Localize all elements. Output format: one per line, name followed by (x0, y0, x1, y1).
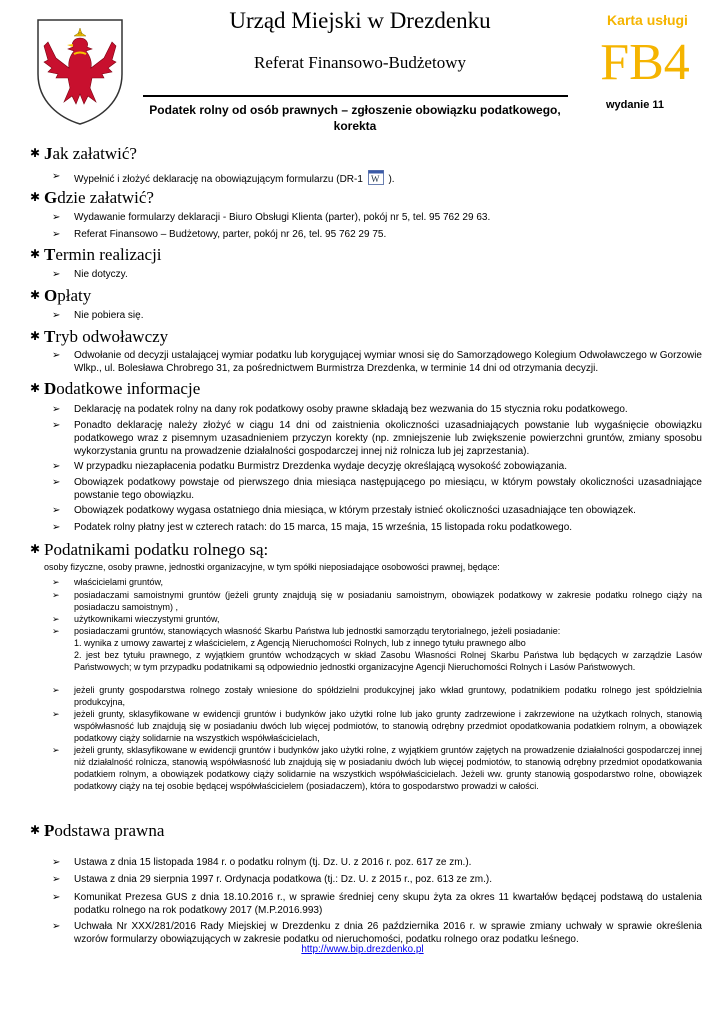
section-heading-oplaty: ✱ Opłaty (30, 286, 92, 305)
arrow-bullet-icon: ➢ (52, 522, 61, 533)
list-item: ➢ Deklarację na podatek rolny na dany rok podatkowy osoby prawne składają bez wezwania do 15 stycznia roku podatkowego. (52, 404, 628, 415)
list-item: ➢ jeżeli grunty, sklasyfikowane w ewidencji gruntów i budynków jako użytki rolne lub jako grunty zadrzewione i zakrzewione na użytkach rolnych, stanowią współwłasność lub znajdują się w posiadaniu dwóch lub więcej podmiotów, to stanowią odrębny przedmiot opodatkowania podatkiem rolnym, a obowiązek podatkowy ciąży solidarnie na wszystkich współwłaścicielach, (52, 709, 702, 743)
asterisk-icon: ✱ (30, 247, 41, 261)
list-item: ➢ Nie pobiera się. (52, 310, 144, 321)
arrow-bullet-icon: ➢ (52, 921, 61, 932)
section-heading-jak: ✱ Jak załatwić? (30, 144, 137, 163)
list-item: ➢ Podatek rolny płatny jest w czterech ratach: do 15 marca, 15 maja, 15 września, 15 listopada roku podatkowego. (52, 522, 573, 533)
arrow-bullet-icon: ➢ (52, 212, 61, 223)
list-item: ➢ Wypełnić i złożyć deklarację na obowiązującym formularzu (DR-1 W ). (52, 171, 395, 185)
edition-label: wydanie 11 (605, 99, 665, 111)
arrow-bullet-icon: ➢ (52, 685, 60, 695)
list-item: ➢ Komunikat Prezesa GUS z dnia 18.10.2016 r., w sprawie średniej ceny skupu żyta za okres 11 kwartałów będącej podstawą do ustalenia podatku rolnego na rok podatkowy 2017 (M.P.2016.993) (52, 892, 702, 916)
arrow-bullet-icon: ➢ (52, 269, 61, 280)
list-item: ➢ W przypadku niezapłacenia podatku Burmistrz Drezdenka wydaje decyzję określającą wysokość zobowiązania. (52, 461, 568, 472)
arrow-bullet-icon: ➢ (52, 229, 61, 240)
asterisk-icon: ✱ (30, 288, 41, 302)
section-lead-text: osoby fizyczne, osoby prawne, jednostki organizacyjne, w tym spółki nieposiadające osobowości prawnej, będące: (44, 562, 500, 572)
list-item: ➢ posiadaczami samoistnymi gruntów (jeżeli grunty znajdują się w posiadaniu samoistnym, obowiązek podatkowy w zakresie podatku rolnego ciąży na posiadaczu samoistnym) , (52, 590, 702, 612)
section-heading-podatnikami: ✱ Podatnikami podatku rolnego są: (30, 540, 269, 559)
list-item: ➢ Nie dotyczy. (52, 269, 128, 280)
arrow-bullet-icon: ➢ (52, 171, 61, 182)
list-item: ➢ Ponadto deklarację należy złożyć w ciągu 14 dni od zaistnienia okoliczności uzasadniających powstanie lub wygaśnięcie obowiązku podatkowego wraz z pisemnym uzasadnieniem przyczyn korekty (np. zmniejszenie lub zwiększenie powierzchni gruntów, zmiany sposobu wykorzystania gruntu na prowadzenie działalności gospodarczej innej niż rolnicza lub jej zaprzestania). (52, 420, 702, 457)
list-item: ➢ Ustawa z dnia 15 listopada 1984 r. o podatku rolnym (tj. Dz. U. z 2016 r. poz. 617 ze zm.). (52, 857, 472, 868)
asterisk-icon: ✱ (30, 329, 41, 343)
card-code: FB4 (600, 34, 690, 91)
arrow-bullet-icon: ➢ (52, 892, 61, 903)
arrow-bullet-icon: ➢ (52, 505, 61, 516)
list-item: ➢ Ustawa z dnia 29 sierpnia 1997 r. Ordynacja podatkowa (tj.: Dz. U. z 2015 r., poz. 613 ze zm.). (52, 874, 492, 885)
list-item: ➢ Obowiązek podatkowy powstaje od pierwszego dnia miesiąca następującego po miesiącu, w którym powstały okoliczności uzasadniające powstanie tego obowiązku. (52, 477, 702, 501)
header-divider (143, 95, 568, 97)
section-heading-podstawa: ✱ Podstawa prawna (30, 821, 165, 840)
list-item: ➢ właścicielami gruntów, (52, 577, 164, 587)
section-heading-dodatkowe: ✱ Dodatkowe informacje (30, 379, 201, 398)
list-item: ➢ Referat Finansowo – Budżetowy, parter, pokój nr 26, tel. 95 762 29 75. (52, 229, 387, 240)
list-item: ➢ Uchwała Nr XXX/281/2016 Rady Miejskiej w Drezdenku z dnia 26 października 2016 r. w sprawie zmiany uchwały w sprawie określenia wzorów formularzy obowiązujących w zakresie podatku od nieruchomości, podatku rolnego oraz podatku leśnego. (52, 921, 702, 945)
list-item: ➢ Obowiązek podatkowy wygasa ostatniego dnia miesiąca, w którym przestały istnieć okoliczności uzasadniające ten obowiązek. (52, 505, 636, 516)
arrow-bullet-icon: ➢ (52, 404, 61, 415)
document-icon[interactable] (368, 170, 384, 185)
list-item: ➢ Odwołanie od decyzji ustalającej wymiar podatku lub korygującej wymiar wnosi się do Samorządowego Kolegium Odwoławczego w Gorzowie Wlkp., ul. Bolesława Chrobrego 31, za pośrednictwem Burmistrza Drezdenka, w terminie 14 dni od otrzymania decyzji. (52, 350, 702, 374)
arrow-bullet-icon: ➢ (52, 745, 60, 755)
document-title: Podatek rolny od osób prawnych – zgłoszenie obowiązku podatkowego, korekta (149, 103, 561, 133)
arrow-bullet-icon: ➢ (52, 577, 60, 587)
list-item: ➢ posiadaczami gruntów, stanowiących własność Skarbu Państwa lub jednostki samorządu terytorialnego, jeżeli posiadanie: (52, 626, 561, 636)
list-item: ➢ użytkownikami wieczystymi gruntów, (52, 614, 220, 624)
arrow-bullet-icon: ➢ (52, 590, 60, 600)
arrow-bullet-icon: ➢ (52, 614, 60, 624)
bip-website-link[interactable]: http://www.bip.drezdenko.pl (301, 944, 424, 955)
asterisk-icon: ✱ (30, 542, 41, 556)
list-subitem: 1. wynika z umowy zawartej z właścicielem, z Agencją Nieruchomości Rolnych, lub z innego tytułu prawnego albo (74, 638, 526, 648)
list-item: ➢ jeżeli grunty, sklasyfikowane w ewidencji gruntów i budynków jako użytki rolne, z wyjątkiem gruntów zajętych na prowadzenie działalności gospodarczej innej niż działalność rolnicza, stanowią współwłasność lub znajdują się w posiadaniu dwóch lub więcej podmiotów, to stanowią odrębny przedmiot opodatkowania podatkiem rolnym, a obowiązek podatkowy ciąży solidarnie na wszystkich współwłaścicielach. Jeżeli ww. grunty stanowią gospodarstwo rolne, obowiązek podatkowy ciąży na tej osobie będącej współwłaścicielem (posiadaczem), która to gospodarstwo prowadzi w całości. (52, 745, 702, 791)
asterisk-icon: ✱ (30, 146, 41, 160)
asterisk-icon: ✱ (30, 190, 41, 204)
department-title: Referat Finansowo-Budżetowy (254, 53, 466, 72)
arrow-bullet-icon: ➢ (52, 420, 61, 431)
arrow-bullet-icon: ➢ (52, 709, 60, 719)
list-item: ➢ jeżeli grunty gospodarstwa rolnego zostały wniesione do spółdzielni produkcyjnej jako wkład gruntowy, podatnikiem podatku rolnego jest spółdzielnia produkcyjna, (52, 685, 702, 707)
arrow-bullet-icon: ➢ (52, 350, 61, 361)
office-title: Urząd Miejski w Drezdenku (229, 8, 491, 33)
arrow-bullet-icon: ➢ (52, 857, 61, 868)
section-heading-termin: ✱ Termin realizacji (30, 245, 162, 264)
section-heading-tryb: ✱ Tryb odwoławczy (30, 327, 169, 346)
arrow-bullet-icon: ➢ (52, 310, 61, 321)
asterisk-icon: ✱ (30, 823, 41, 837)
arrow-bullet-icon: ➢ (52, 874, 61, 885)
section-heading-gdzie: ✱ Gdzie załatwić? (30, 188, 154, 207)
asterisk-icon: ✱ (30, 381, 41, 395)
arrow-bullet-icon: ➢ (52, 626, 60, 636)
card-label: Karta usługi (607, 12, 688, 28)
arrow-bullet-icon: ➢ (52, 477, 61, 488)
list-subitem: 2. jest bez tytułu prawnego, z wyjątkiem gruntów wchodzących w skład Zasobu Własności Rolnej Skarbu Państwa lub będących w zarządzie Lasów Państwowych; w tym przypadku podatnikami są odpowiednio jednostki organizacyjne Agencji Nieruchomości Rolnych i Lasów Państwowych. (74, 650, 702, 672)
coat-of-arms-logo (34, 16, 126, 126)
arrow-bullet-icon: ➢ (52, 461, 61, 472)
list-item: ➢ Wydawanie formularzy deklaracji - Biuro Obsługi Klienta (parter), pokój nr 5, tel. 95 762 29 63. (52, 212, 491, 223)
svg-text:W: W (370, 174, 380, 184)
